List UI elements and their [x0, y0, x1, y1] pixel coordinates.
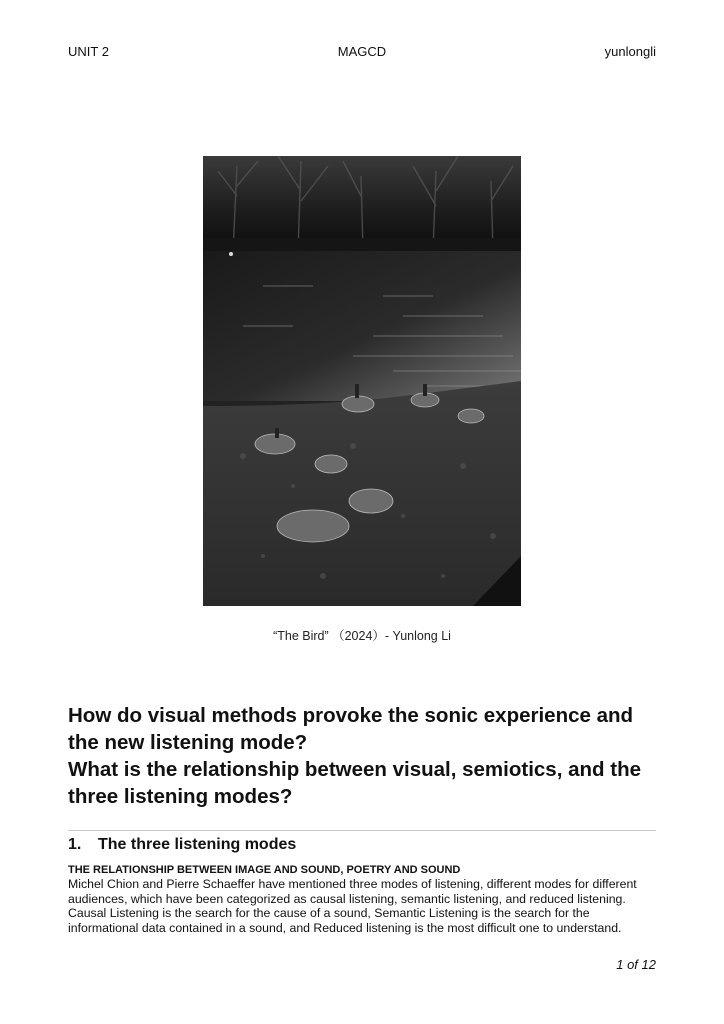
- figure-caption: “The Bird” （2024）- Yunlong Li: [273, 629, 451, 643]
- header-course: MAGCD: [337, 44, 387, 59]
- section-divider: [68, 830, 656, 831]
- bird-photo: [203, 156, 521, 606]
- photo-black-and-white-geese-by-pond-icon: [203, 156, 521, 606]
- header-author: yunlongli: [604, 44, 656, 59]
- header-unit: UNIT 2: [68, 44, 109, 59]
- section-number: 1.: [68, 836, 82, 853]
- research-question: How do visual methods provoke the sonic experience and the new listening mode?: [68, 704, 634, 754]
- section-subheading: THE RELATIONSHIP BETWEEN IMAGE AND SOUND, POETRY AND SOUND: [68, 864, 461, 876]
- section-title: The three listening modes: [98, 836, 297, 853]
- research-questions: [68, 702, 668, 810]
- page-header: [68, 44, 656, 60]
- page-number: 1 of 12: [616, 957, 656, 972]
- research-question: What is the relationship between visual, semiotics, and the three listening modes?: [68, 758, 641, 808]
- body-paragraph: Michel Chion and Pierre Schaeffer have mentioned three modes of listening, different modes for different audiences, which have been categorized as causal listening, semantic listening, and reduced listening. Causal Listening is the search for the cause of a sound, Semantic Listening is the search for the informational data contained in a sound, and Reduced listening is the most difficult one to understand.: [68, 877, 637, 935]
- section-heading: [68, 836, 296, 854]
